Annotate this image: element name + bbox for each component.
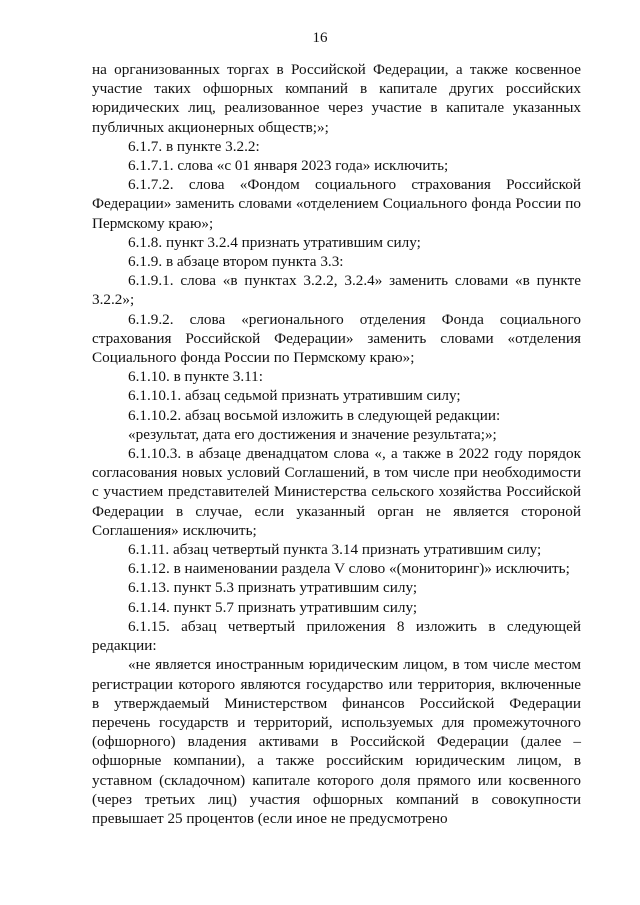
paragraph: 6.1.15. абзац четвертый приложения 8 изложить в следующей редакции: bbox=[92, 617, 581, 655]
paragraph: на организованных торгах в Российской Федерации, а также косвенное участие таких офшорных компаний в капитале других российских юридических лиц, реализованное через участие в капитале указанных публичных акционерных обществ;»; bbox=[92, 61, 581, 136]
document-body bbox=[92, 60, 581, 828]
paragraph: 6.1.10. в пункте 3.11: bbox=[128, 368, 263, 386]
paragraph: 6.1.11. абзац четвертый пункта 3.14 признать утратившим силу; bbox=[128, 541, 542, 559]
paragraph: «не является иностранным юридическим лицом, в том числе местом регистрации которого являются государство или территория, включенные в утверждаемый Министерством финансов Российской Федерации перечень государств и территорий, используемых для промежуточного (офшорного) владения активами в Российской Федерации (далее – офшорные компании), а также российским юридическим лицом, в уставном (складочном) капитале которого доля прямого или косвенного (через третьих лиц) участия офшорных компаний в совокупности превышает 25 процентов (если иное не предусмотрено bbox=[92, 656, 581, 827]
paragraph: 6.1.10.1. абзац седьмой признать утратившим силу; bbox=[128, 387, 461, 405]
paragraph: 6.1.10.2. абзац восьмой изложить в следующей редакции: bbox=[128, 406, 501, 424]
paragraph: 6.1.14. пункт 5.7 признать утратившим силу; bbox=[128, 598, 418, 616]
paragraph: «результат, дата его достижения и значение результата;»; bbox=[128, 425, 497, 443]
paragraph: 6.1.7. в пункте 3.2.2: bbox=[128, 137, 260, 155]
paragraph: 6.1.9.1. слова «в пунктах 3.2.2, 3.2.4» заменить словами «в пункте 3.2.2»; bbox=[92, 272, 581, 309]
paragraph: 6.1.9. в абзаце втором пункта 3.3: bbox=[128, 253, 344, 271]
page-number: 16 bbox=[312, 30, 328, 46]
paragraph: 6.1.7.2. слова «Фондом социального страхования Российской Федерации» заменить словами «отделением Социального фонда России по Пермскому краю»; bbox=[92, 176, 581, 232]
paragraph: 6.1.13. пункт 5.3 признать утратившим силу; bbox=[128, 579, 418, 597]
paragraph: 6.1.12. в наименовании раздела V слово «(мониторинг)» исключить; bbox=[128, 560, 570, 578]
paragraph: 6.1.8. пункт 3.2.4 признать утратившим силу; bbox=[128, 233, 421, 251]
paragraph: 6.1.7.1. слова «с 01 января 2023 года» исключить; bbox=[128, 157, 449, 175]
paragraph: 6.1.9.2. слова «регионального отделения Фонда социального страхования Российской Федерации» заменить словами «отделения Социального фонда России по Пермскому краю»; bbox=[92, 310, 581, 367]
paragraph: 6.1.10.3. в абзаце двенадцатом слова «, а также в 2022 году порядок согласования новых условий Соглашений, в том числе при необходимости с участием представителей Министерства сельского хозяйства Российской Федерации в случае, если указанный орган не является стороной Соглашения» исключить; bbox=[92, 445, 581, 539]
